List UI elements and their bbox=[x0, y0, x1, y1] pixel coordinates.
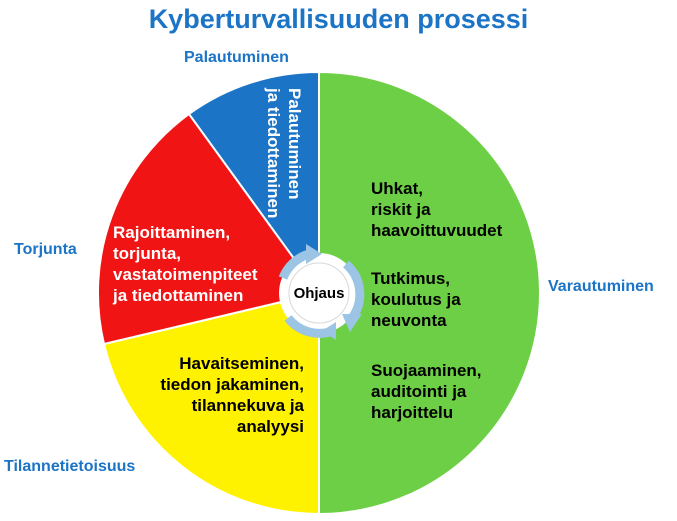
segment-text-line: torjunta, bbox=[113, 244, 181, 263]
label-varautuminen: Varautuminen bbox=[548, 278, 654, 295]
segment-text-line: Tutkimus, bbox=[371, 269, 451, 288]
segment-text-line: Rajoittaminen, bbox=[113, 223, 231, 242]
segment-text-line: Havaitseminen, bbox=[179, 354, 304, 373]
segment-text-green-1 bbox=[371, 178, 502, 241]
label-torjunta: Torjunta bbox=[14, 241, 77, 258]
segment-text-line: tiedon jakaminen, bbox=[160, 375, 304, 394]
segment-text-line: koulutus ja bbox=[371, 290, 461, 309]
segment-text-line: harjoittelu bbox=[371, 403, 454, 422]
segment-text-line: riskit ja bbox=[371, 200, 431, 219]
segment-text-red bbox=[113, 222, 258, 306]
segment-text-line: auditointi ja bbox=[371, 382, 467, 401]
label-palautuminen: Palautuminen bbox=[184, 49, 289, 66]
segment-text-line: ja tiedottaminen bbox=[264, 88, 283, 219]
label-tilannetietoisuus: Tilannetietoisuus bbox=[4, 458, 136, 475]
segment-text-line: vastatoimenpiteet bbox=[113, 265, 258, 284]
segment-text-green-3 bbox=[371, 360, 482, 423]
segment-text-line: haavoittuvuudet bbox=[371, 221, 503, 240]
segment-text-line: ja tiedottaminen bbox=[113, 286, 244, 305]
segment-text-line: analyysi bbox=[236, 417, 304, 436]
segment-text-line: Suojaaminen, bbox=[371, 361, 482, 380]
segment-text-line: Palautuminen bbox=[285, 88, 304, 200]
segment-text-line: tilannekuva ja bbox=[191, 396, 304, 415]
page-title: Kyberturvallisuuden prosessi bbox=[148, 4, 529, 34]
center-label: Ohjaus bbox=[293, 285, 345, 302]
segment-text-line: Uhkat, bbox=[371, 179, 423, 198]
segment-text-blue bbox=[263, 88, 305, 218]
segment-text-yellow bbox=[129, 353, 304, 437]
segment-text-green-2 bbox=[371, 268, 461, 331]
segment-text-line: neuvonta bbox=[371, 311, 447, 330]
